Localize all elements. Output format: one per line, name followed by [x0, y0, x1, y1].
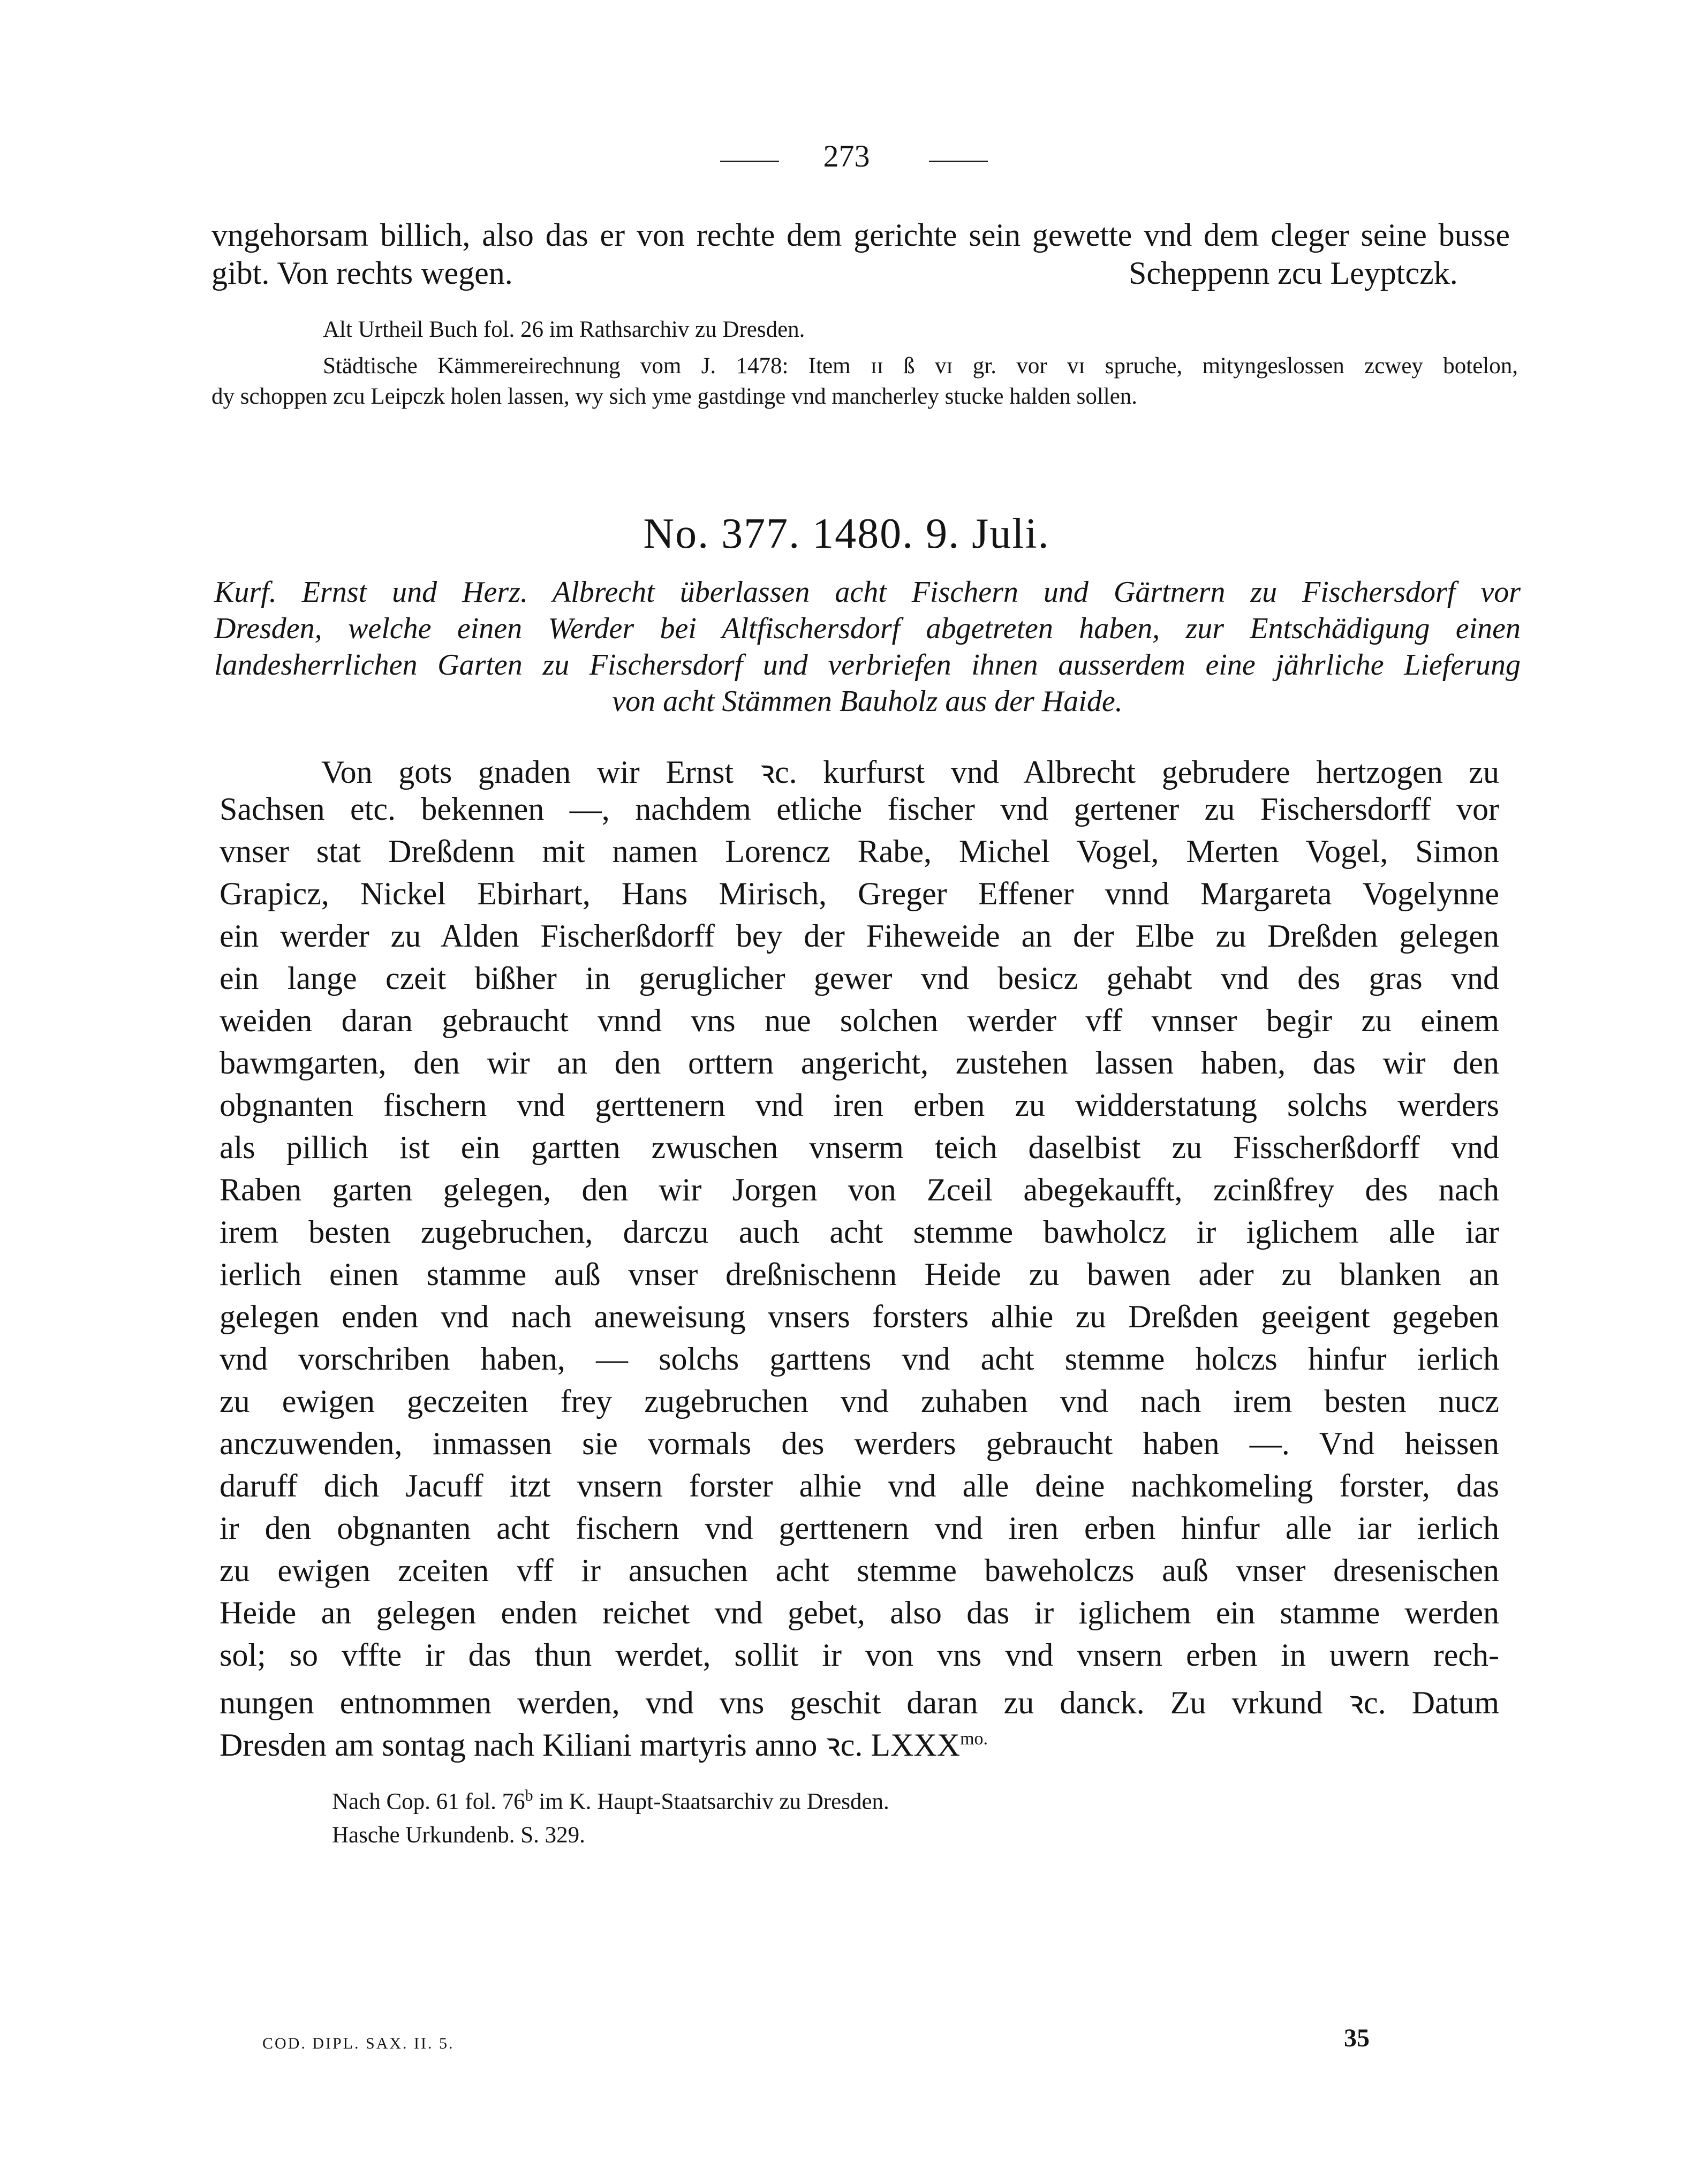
- source-superscript: b: [525, 1787, 533, 1804]
- body-line: obgnanten fischern vnd gerttenern vnd iren erben zu widderstatung solchs werders: [220, 1087, 1499, 1123]
- body-line: ierlich einen stamme auß vnser dreßnischenn Heide zu bawen ader zu blanken an: [220, 1257, 1499, 1292]
- page-number: 273: [823, 139, 870, 173]
- body-line: Heide an gelegen enden reichet vnd gebet, also das ir iglichem ein stamme werden: [220, 1595, 1499, 1630]
- body-line: bawmgarten, den wir an den orttern angericht, zustehen lassen haben, das wir den: [220, 1045, 1499, 1080]
- body-line: Sachsen etc. bekennen —, nachdem etliche fischer vnd gertener zu Fischersdorff vor: [220, 791, 1499, 827]
- body-line: daruff dich Jacuff itzt vnsern forster alhie vnd alle deine nachkomeling forster, das: [220, 1468, 1499, 1503]
- body-line: Grapicz, Nickel Ebirhart, Hans Mirisch, Greger Effener vnnd Margareta Vogelynne: [220, 876, 1499, 911]
- prev-note-line: dy schoppen zcu Leipczk holen lassen, wy sich yme gastdinge vnd mancherley stucke halden sollen.: [211, 384, 1138, 409]
- prev-text-line: vngehorsam billich, also das er von rechte dem gerichte sein gewette vnd dem cleger seine busse: [211, 217, 1510, 253]
- summary-line: von acht Stämmen Bauholz aus der Haide.: [612, 685, 1123, 718]
- body-line: ein lange czeit bißher in geruglicher gewer vnd besicz gehabt vnd des gras vnd: [220, 961, 1499, 996]
- body-line: als pillich ist ein gartten zwuschen vnserm teich daselbist zu Fisscherßdorff vnd: [220, 1130, 1499, 1165]
- body-line: anczuwenden, inmassen sie vormals des werders gebraucht haben —. Vnd heissen: [220, 1426, 1499, 1461]
- source-note: [332, 1787, 889, 1815]
- source-note: Hasche Urkundenb. S. 329.: [332, 1823, 585, 1848]
- summary-line: landesherrlichen Garten zu Fischersdorf und verbriefen ihnen ausserdem eine jährliche Lieferung: [214, 648, 1521, 682]
- body-line: ein werder zu Alden Fischerßdorff bey der Fiheweide an der Elbe zu Dreßden gelegen: [220, 918, 1499, 954]
- body-line: vnser stat Dreßdenn mit namen Lorencz Rabe, Michel Vogel, Merten Vogel, Simon: [220, 834, 1499, 869]
- body-line: irem besten zugebruchen, darczu auch acht stemme bawholcz ir iglichem alle iar: [220, 1214, 1499, 1250]
- body-line: weiden daran gebraucht vnnd vns nue solchen werder vff vnnser begir zu einem: [220, 1003, 1499, 1038]
- body-line: gelegen enden vnd nach aneweisung vnsers forsters alhie zu Dreßden geeigent gegeben: [220, 1299, 1499, 1334]
- body-line: Von gots gnaden wir Ernst ꝛc. kurfurst vnd Albrecht gebrudere hertzogen zu: [321, 754, 1499, 790]
- body-line: Raben garten gelegen, den wir Jorgen von Zceil abegekaufft, zcinßfrey des nach: [220, 1172, 1499, 1207]
- dating-superscript: mo.: [960, 1729, 988, 1749]
- prev-text-line: gibt. Von rechts wegen.: [211, 255, 513, 291]
- summary-line: Dresden, welche einen Werder bei Altfischersdorf abgetreten haben, zur Entschädigung einen: [214, 612, 1521, 645]
- dating-text: Dresden am sontag nach Kiliani martyris anno ꝛc. LXXX: [220, 1727, 961, 1763]
- source-note-text: Nach Cop. 61 fol. 76: [332, 1789, 525, 1815]
- body-line: vnd vorschriben haben, — solchs garttens vnd acht stemme holczs hinfur ierlich: [220, 1341, 1499, 1377]
- source-note-text: im K. Haupt-Staatsarchiv zu Dresden.: [533, 1789, 889, 1815]
- document-heading: No. 377. 1480. 9. Juli.: [643, 510, 1050, 557]
- prev-note-line: Städtische Kämmereirechnung vom J. 1478: Item ɪɪ ß vɪ gr. vor vɪ spruche, mityngeslossen zcwey botelon,: [323, 353, 1518, 379]
- body-line: sol; so vffte ir das thun werdet, sollit ir von vns vnd vnsern erben in uwern rech-: [220, 1637, 1499, 1673]
- sheet-number: 35: [1344, 2024, 1370, 2052]
- prev-source-note: Alt Urtheil Buch fol. 26 im Rathsarchiv zu Dresden.: [323, 317, 805, 342]
- body-line-dating: [220, 1721, 988, 1765]
- summary-line: Kurf. Ernst und Herz. Albrecht überlassen acht Fischern und Gärtnern zu Fischersdorf vor: [214, 576, 1521, 609]
- body-line: zu ewigen geczeiten frey zugebruchen vnd zuhaben vnd nach irem besten nucz: [220, 1384, 1499, 1419]
- body-line: ir den obgnanten acht fischern vnd gerttenern vnd iren erben hinfur alle iar ierlich: [220, 1510, 1499, 1546]
- body-line: zu ewigen zceiten vff ir ansuchen acht stemme baweholczs auß vnser dresenischen: [220, 1553, 1499, 1588]
- signature-mark: COD. DIPL. SAX. II. 5.: [262, 2035, 455, 2052]
- header-rule-right: [929, 161, 988, 162]
- body-line: nungen entnommen werden, vnd vns geschit daran zu danck. Zu vrkund ꝛc. Datum: [220, 1685, 1499, 1720]
- prev-signature: Scheppenn zcu Leyptczk.: [1129, 255, 1458, 291]
